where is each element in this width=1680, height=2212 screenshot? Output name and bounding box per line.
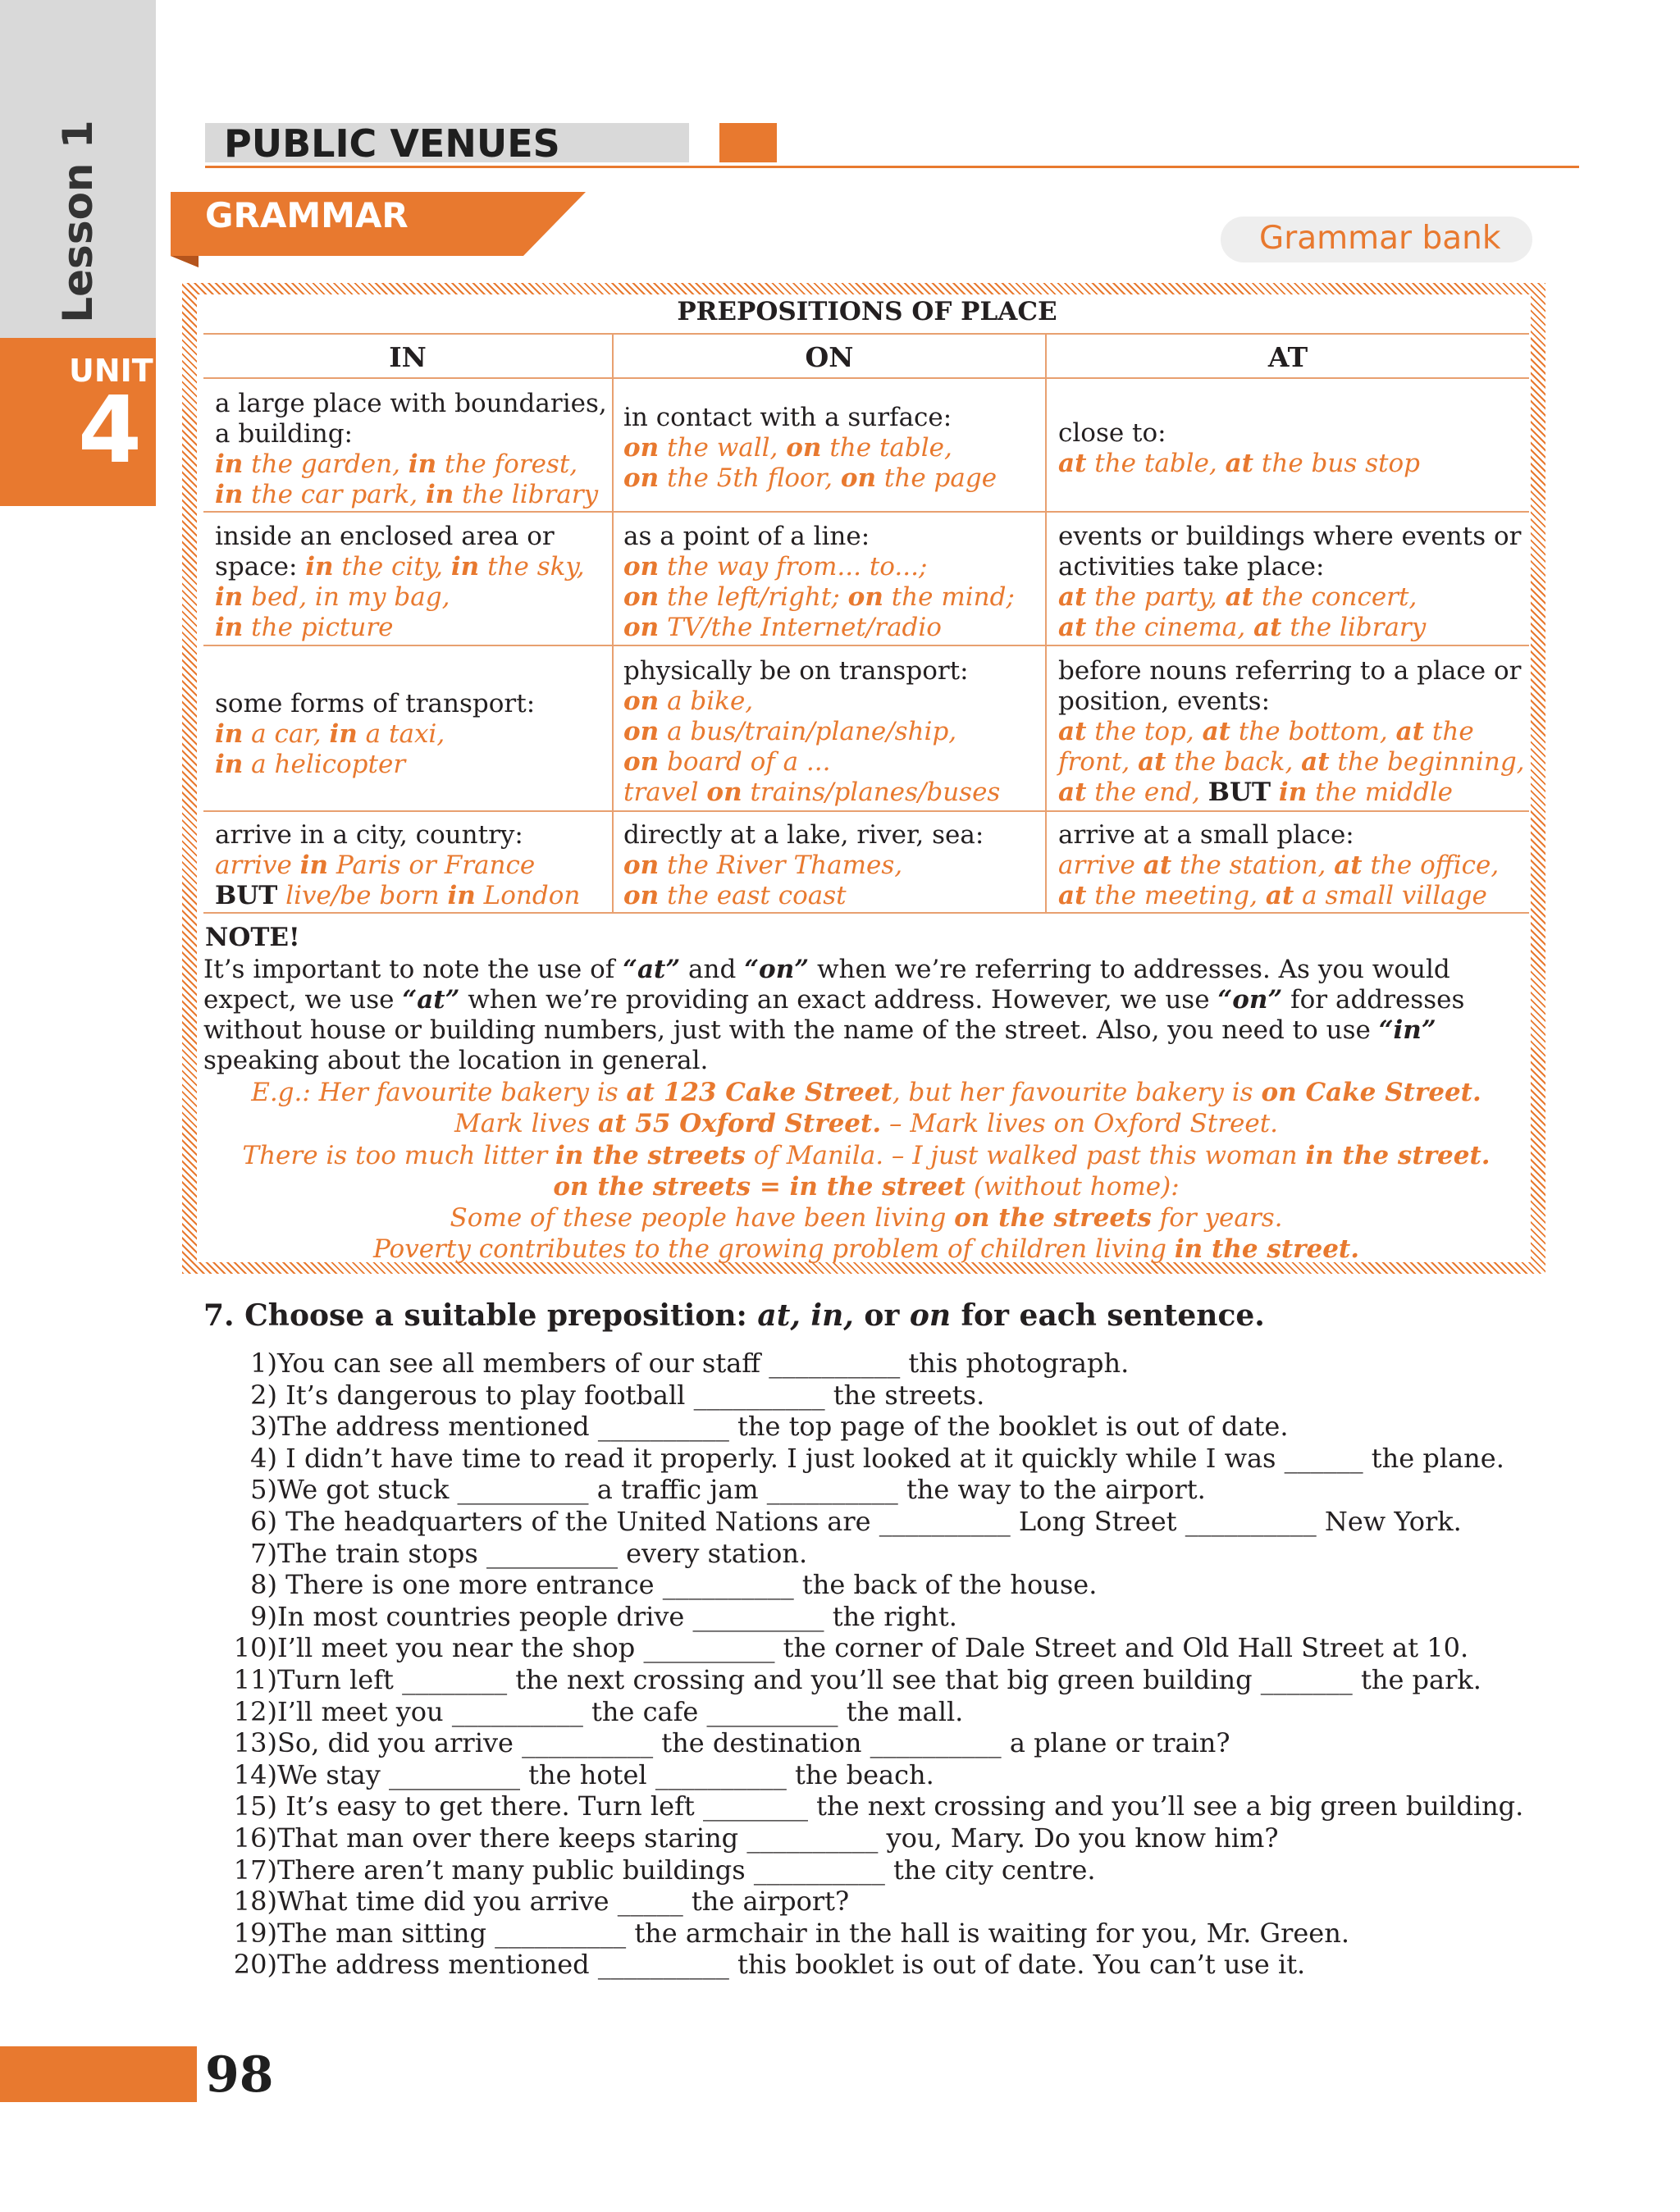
lesson-label: Lesson 1: [54, 120, 102, 323]
table-cell-line: on a bus/train/plane/ship,: [623, 717, 957, 746]
table-cell-line: at the party, at the concert,: [1058, 582, 1418, 612]
unit-label: UNIT: [69, 353, 153, 389]
exercise-item-number: 15): [233, 1790, 277, 1822]
exercise-item-text: In most countries people drive __________ the right.: [277, 1600, 957, 1632]
exercise-item-text: I’ll meet you __________ the cafe __________ the mall.: [277, 1695, 964, 1727]
exercise-item-number: 18): [233, 1886, 277, 1918]
column-header-on: ON: [805, 341, 854, 373]
table-cell-line: events or buildings where events or: [1058, 522, 1522, 551]
example-line: E.g.: Her favourite bakery is at 123 Cake Street, but her favourite bakery is on Cake Street.: [251, 1078, 1481, 1107]
column-header-in: IN: [389, 341, 427, 373]
exercise-item-text: Turn left ________ the next crossing and you’ll see that big green building _______ the park.: [277, 1664, 1481, 1695]
exercise-item-number: 20): [233, 1949, 277, 1981]
table-cell-line: on the left/right; on the mind;: [623, 582, 1015, 612]
table-cell-line: a large place with boundaries,: [215, 389, 607, 418]
exercise-title: [203, 1298, 1265, 1333]
table-cell-line: activities take place:: [1058, 552, 1325, 582]
table-cell-line: front, at the back, at the beginning,: [1058, 747, 1525, 777]
table-cell-line: on the wall, on the table,: [623, 433, 952, 463]
table-cell-line: some forms of transport:: [215, 689, 536, 718]
table-cell: [623, 820, 984, 911]
exercise-item: [223, 1632, 1468, 1663]
exercise-item-number: 12): [233, 1695, 277, 1727]
exercise-item: [223, 1443, 1504, 1474]
exercise-item: [223, 1380, 984, 1411]
exercise-item-text: The address mentioned __________ the top page of the booklet is out of date.: [277, 1411, 1289, 1443]
exercise-item-number: 19): [233, 1917, 277, 1949]
table-cell-line: at the cinema, at the library: [1058, 613, 1427, 642]
exercise-item: [223, 1949, 1305, 1980]
table-cell-line: on the 5th floor, on the page: [623, 463, 998, 493]
exercise-title-suffix: for each sentence.: [951, 1298, 1265, 1333]
exercise-item-text: I’ll meet you near the shop __________ the corner of Dale Street and Old Hall Street at 10.: [277, 1632, 1469, 1664]
table-cell-line: close to:: [1058, 418, 1166, 448]
exercise-item-text: The man sitting __________ the armchair in the hall is waiting for you, Mr. Green.: [277, 1917, 1350, 1949]
table-cell-line: in the garden, in the forest,: [215, 449, 578, 479]
table-cell-line: a building:: [215, 419, 353, 449]
exercise-item-text: That man over there keeps staring __________ you, Mary. Do you know him?: [277, 1822, 1279, 1854]
table-rule: [203, 912, 1529, 914]
table-cell-line: on a bike,: [623, 686, 754, 716]
exercise-item-text: We stay __________ the hotel __________ the beach.: [277, 1758, 934, 1790]
exercise-item-text: It’s dangerous to play football __________ the streets.: [277, 1379, 985, 1411]
exercise-item-number: 7): [250, 1537, 277, 1569]
note-line: It’s important to note the use of “at” and “on” when we’re referring to addresses. As you would: [203, 955, 1450, 984]
exercise-item-text: What time did you arrive _____ the airport?: [277, 1886, 850, 1918]
table-cell-line: in the car park, in the library: [215, 480, 599, 509]
table-cell: [215, 389, 607, 510]
exercise-item-number: 3): [250, 1411, 277, 1443]
exercise-item: [223, 1538, 807, 1569]
example-line: Some of these people have been living on the streets for years.: [450, 1203, 1283, 1233]
exercise-item-text: I didn’t have time to read it properly. I just looked at it quickly while I was ______ the plane.: [277, 1442, 1504, 1474]
exercise-item-number: 14): [233, 1758, 277, 1790]
table-rule: [203, 511, 1529, 513]
exercise-item-number: 2): [250, 1379, 277, 1411]
exercise-item: [223, 1854, 1096, 1886]
exercise-item-text: The headquarters of the United Nations are __________ Long Street __________ New York.: [277, 1506, 1462, 1537]
table-cell-line: BUT live/be born in London: [215, 881, 581, 910]
exercise-title-prefix: 7. Choose a suitable preposition:: [203, 1298, 758, 1333]
table-cell-line: at the meeting, at a small village: [1058, 881, 1487, 910]
table-rule: [203, 645, 1529, 646]
table-cell-line: before nouns referring to a place or: [1058, 656, 1522, 686]
exercise-item-number: 4): [250, 1442, 277, 1474]
table-column-divider: [612, 333, 614, 912]
exercise-item: [223, 1790, 1523, 1822]
grammar-bank-link[interactable]: Grammar bank: [1259, 220, 1501, 257]
note-line: speaking about the location in general.: [203, 1046, 709, 1075]
exercise-title-on: on: [909, 1298, 952, 1333]
table-cell-line: on the River Thames,: [623, 851, 903, 880]
table-cell: [215, 522, 585, 643]
table-cell-line: in bed, in my bag,: [215, 582, 450, 612]
table-cell: [1058, 418, 1420, 479]
table-cell-line: space: in the city, in the sky,: [215, 552, 585, 582]
example-line: on the streets = in the street (without home):: [553, 1172, 1180, 1202]
exercise-title-options: at, in,: [757, 1298, 854, 1333]
example-line: Mark lives at 55 Oxford Street. – Mark lives on Oxford Street.: [454, 1109, 1279, 1138]
table-cell: [1058, 820, 1499, 911]
table-cell-line: travel on trains/planes/buses: [623, 778, 1001, 807]
exercise-item: [223, 1348, 1129, 1379]
exercise-item: [223, 1886, 849, 1917]
unit-badge: [0, 338, 156, 506]
table-cell-line: on TV/the Internet/radio: [623, 613, 942, 642]
table-cell: [623, 403, 997, 494]
exercise-item: [223, 1664, 1481, 1695]
table-cell-line: in a car, in a taxi,: [215, 719, 445, 749]
table-rule: [203, 333, 1529, 335]
exercise-item-text: There aren’t many public buildings __________ the city centre.: [277, 1854, 1096, 1886]
table-cell-line: arrive in a city, country:: [215, 820, 523, 850]
table-cell-line: at the top, at the bottom, at the: [1058, 717, 1474, 746]
table-cell-line: arrive in Paris or France: [215, 851, 536, 880]
exercise-item: [223, 1506, 1462, 1537]
table-cell-line: arrive at a small place:: [1058, 820, 1354, 850]
table-cell-line: arrive at the station, at the office,: [1058, 851, 1500, 880]
table-column-divider: [1045, 333, 1047, 912]
exercise-item: [223, 1759, 934, 1790]
exercise-item-number: 17): [233, 1854, 277, 1886]
exercise-item-number: 11): [233, 1664, 277, 1695]
table-cell: [215, 820, 580, 911]
grammar-label: GRAMMAR: [205, 195, 409, 235]
exercise-item-text: You can see all members of our staff __________ this photograph.: [277, 1348, 1130, 1379]
unit-number: 4: [78, 377, 142, 484]
table-cell-line: in a helicopter: [215, 750, 406, 779]
exercise-item-number: 5): [250, 1474, 277, 1506]
exercise-item-text: The address mentioned __________ this booklet is out of date. You can’t use it.: [277, 1949, 1306, 1981]
table-cell-line: on the east coast: [623, 881, 847, 910]
table-cell-line: directly at a lake, river, sea:: [623, 820, 984, 850]
example-line: Poverty contributes to the growing problem of children living in the street.: [372, 1234, 1360, 1264]
exercise-item: [223, 1411, 1289, 1442]
note-line: without house or building numbers, just with the name of the street. Also, you need to use “in”: [203, 1015, 1436, 1045]
example-line: There is too much litter in the streets of Manila. – I just walked past this woman in the street.: [242, 1141, 1491, 1170]
exercise-item-text: We got stuck __________ a traffic jam __________ the way to the airport.: [277, 1474, 1206, 1506]
exercise-item-number: 10): [233, 1632, 277, 1664]
column-header-at: AT: [1267, 341, 1308, 373]
table-cell: [1058, 656, 1525, 808]
header-rule: [205, 166, 1579, 168]
exercise-item: [223, 1918, 1349, 1949]
table-cell-line: on board of a ...: [623, 747, 831, 777]
exercise-item-text: It’s easy to get there. Turn left ________ the next crossing and you’ll see a big green building.: [277, 1790, 1524, 1822]
exercise-item: [223, 1601, 957, 1632]
exercise-item-text: The train stops __________ every station.: [277, 1537, 808, 1569]
table-cell-line: in the picture: [215, 613, 394, 642]
table-cell-line: as a point of a line:: [623, 522, 870, 551]
table-cell-line: at the end, BUT in the middle: [1058, 778, 1453, 807]
exercise-item-number: 16): [233, 1822, 277, 1854]
exercise-item: [223, 1727, 1230, 1758]
exercise-item-number: 8): [250, 1569, 277, 1601]
table-cell: [623, 656, 1000, 808]
note-heading: NOTE!: [205, 923, 300, 952]
section-title: PUBLIC VENUES: [224, 121, 560, 166]
table-cell-line: physically be on transport:: [623, 656, 969, 686]
table-cell: [1058, 522, 1521, 643]
exercise-item-number: 6): [250, 1506, 277, 1537]
exercise-item: [223, 1474, 1206, 1505]
exercise-title-or: or: [853, 1298, 910, 1333]
note-line: expect, we use “at” when we’re providing an exact address. However, we use “on” for addresses: [203, 985, 1465, 1015]
table-cell-line: in contact with a surface:: [623, 403, 952, 432]
exercise-item: [223, 1569, 1097, 1600]
decorative-square: [719, 123, 777, 162]
table-cell-line: inside an enclosed area or: [215, 522, 555, 551]
table-title: PREPOSITIONS OF PLACE: [677, 297, 1057, 326]
exercise-item-number: 13): [233, 1727, 277, 1759]
exercise-item-number: 1): [250, 1348, 277, 1379]
table-cell-line: on the way from... to...;: [623, 552, 928, 582]
table-cell-line: at the table, at the bus stop: [1058, 449, 1420, 478]
footer-bar: [0, 2046, 197, 2102]
table-cell: [623, 522, 1015, 643]
table-rule: [203, 810, 1529, 812]
exercise-item: [223, 1822, 1279, 1854]
exercise-item-text: So, did you arrive __________ the destination __________ a plane or train?: [277, 1727, 1230, 1759]
exercise-item-number: 9): [250, 1600, 277, 1632]
exercise-item: [223, 1696, 963, 1727]
table-cell: [215, 689, 535, 780]
exercise-item-text: There is one more entrance __________ the back of the house.: [277, 1569, 1098, 1601]
page-number: 98: [205, 2046, 274, 2104]
table-cell-line: position, events:: [1058, 686, 1271, 716]
table-rule: [203, 377, 1529, 379]
